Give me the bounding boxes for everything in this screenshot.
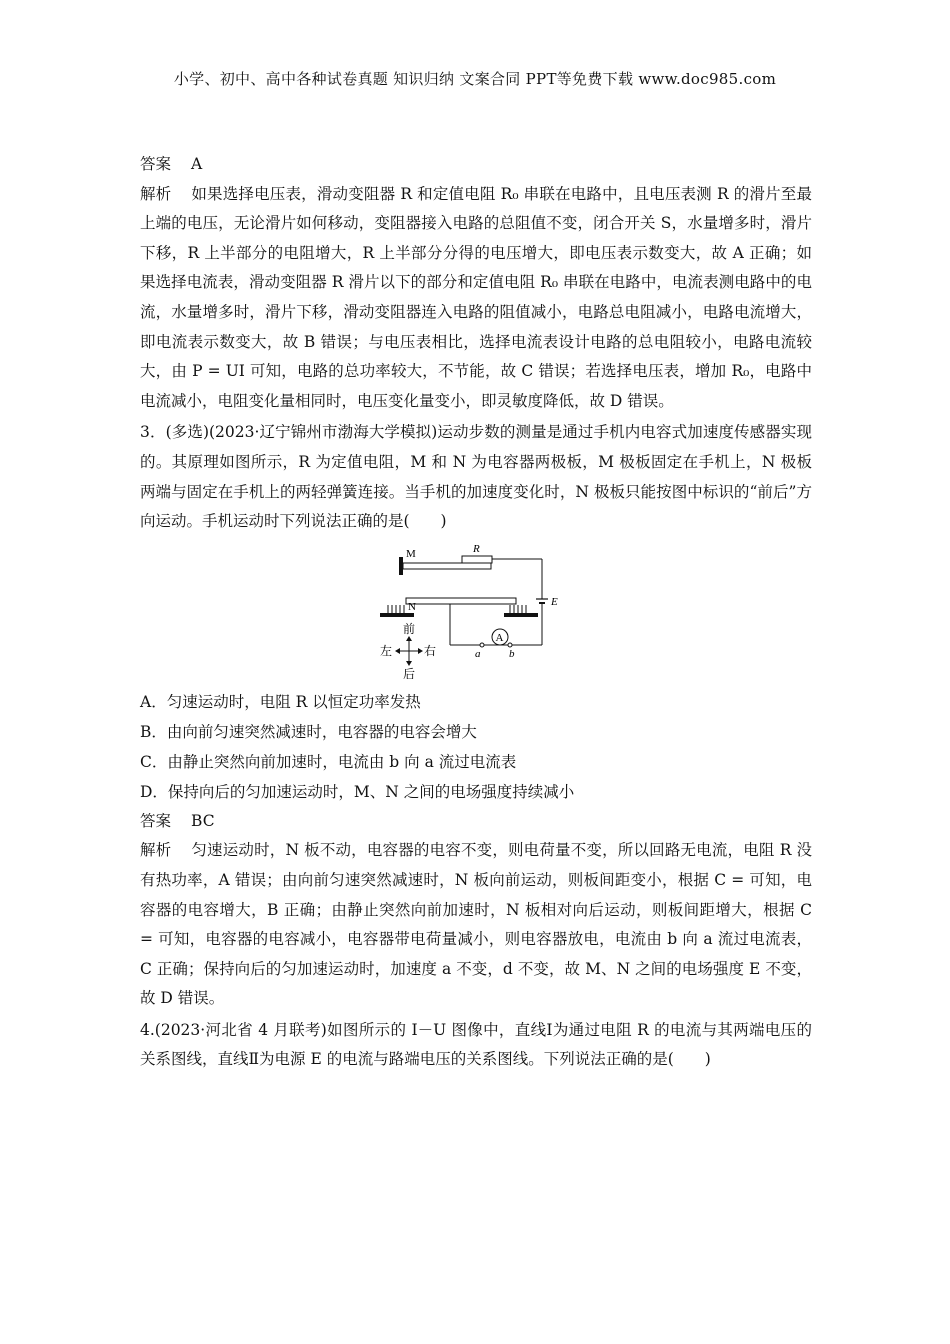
label-m: M (406, 547, 416, 560)
answer-value: BC (191, 811, 215, 830)
analysis-text: 如果选择电压表，滑动变阻器 R 和定值电阻 R₀ 串联在电路中，且电压表测 R 的滑片至最上端的电压，无论滑片如何移动，变阻器接入电路的总阻值不变，闭合开关 S，水量增多时，滑片下移，R 上半部分的电阻增大，R 上半部分分得的电压增大，即电压表示数变大，故 A 正确；如果选择电流表，滑动变阻器 R 滑片以下的部分和定值电阻 R₀ 串联在电路中，电流表测电路中的电流，水量增多时，滑片下移，滑动变阻器连入电路的阻值减小，电路总电阻减小，电路电流增大，即电流表示数变大，故 B 错误；与电压表相比，选择电流表设计电路的总电阻较小，电路电流较大，由 P = UI 可知，电路的总功率较大，不节能，故 C 错误；若选择电压表，增加 R₀，电路中电流减小，电阻变化量相同时，电压变化量变小，即灵敏度降低，故 D 错误。 (140, 184, 812, 410)
q3-option-b: B．由向前匀速突然减速时，电容器的电容会增大 (140, 722, 477, 741)
dir-back: 后 (403, 666, 416, 679)
label-e: E (551, 595, 558, 608)
right-spring-mount (504, 613, 538, 617)
q3-option-d: D．保持向后的匀加速运动时，M、N 之间的电场强度持续减小 (140, 782, 575, 801)
q3-option-c: C．由静止突然向前加速时，电流由 b 向 a 流过电流表 (140, 752, 517, 771)
q3-stem: 3．(多选)(2023·辽宁锦州市渤海大学模拟)运动步数的测量是通过手机内电容式加速度传感器实现的。其原理如图所示，R 为定值电阻，M 和 N 为电容器两极板，M 极板固定在手机上，N 极板两端与固定在手机上的两轻弹簧连接。当手机的加速度变化时，N 极板只能按图中标识的“前后”方向运动。手机运动时下列说法正确的是( ) (140, 423, 812, 531)
resistor-r (462, 556, 492, 563)
label-ammeter: A (495, 631, 504, 644)
q2-answer (140, 150, 812, 180)
answer-value: A (191, 155, 203, 173)
terminal-b (508, 643, 512, 647)
q4-stem: 4.(2023·河北省 4 月联考)如图所示的 I－U 图像中，直线Ⅰ为通过电阻 R 的电流与其两端电压的关系图线，直线Ⅱ为电源 E 的电流与路端电压的关系图线。下列说法正确的是( ) (140, 1020, 812, 1069)
analysis-text: 匀速运动时，N 板不动，电容器的电容不变，则电荷量不变，所以回路无电流，电阻 R 没有热功率，A 错误；由向前匀速突然减速时，N 板向前运动，则板间距变小，根据 C = 可知，电容器的电容增大，B 正确；由静止突然向前加速时，N 板相对向后运动，则板间距增大，根据 C = 可知，电容器的电容减小，电容器带电荷量减小，则电容器放电，电流由 b 向 a 流过电流表，C 正确；保持向后的匀加速运动时，加速度 a 不变，d 不变，故 M、N 之间的电场强度 E 不变，故 D 错误。 (140, 841, 812, 1008)
label-a: a (475, 647, 481, 660)
terminal-a (480, 643, 484, 647)
answer-label: 答案 (140, 811, 172, 830)
page-header: 小学、初中、高中各种试卷真题 知识归纳 文案合同 PPT等免费下载 www.doc985.com (173, 70, 777, 88)
left-spring (388, 605, 404, 613)
capacitor-circuit-diagram (376, 541, 586, 679)
analysis-label: 解析 (140, 841, 172, 860)
answer-label: 答案 (140, 155, 172, 173)
n-plate (406, 598, 516, 604)
dir-left: 左 (380, 643, 393, 658)
right-spring (510, 605, 526, 613)
analysis-label: 解析 (140, 184, 172, 203)
q3-analysis (140, 836, 812, 1014)
q3-answer (140, 807, 812, 837)
circuit-figure (140, 541, 812, 681)
m-plate (403, 563, 491, 569)
q3-option-a: A．匀速运动时，电阻 R 以恒定功率发热 (140, 692, 421, 711)
label-n: N (408, 600, 416, 613)
m-plate-mount (399, 557, 403, 575)
label-r: R (473, 542, 480, 555)
page-content (140, 150, 812, 1075)
dir-front: 前 (403, 621, 416, 636)
q2-analysis (140, 180, 812, 417)
left-spring-mount (380, 613, 414, 617)
label-b: b (509, 647, 515, 660)
dir-right: 右 (424, 643, 437, 658)
